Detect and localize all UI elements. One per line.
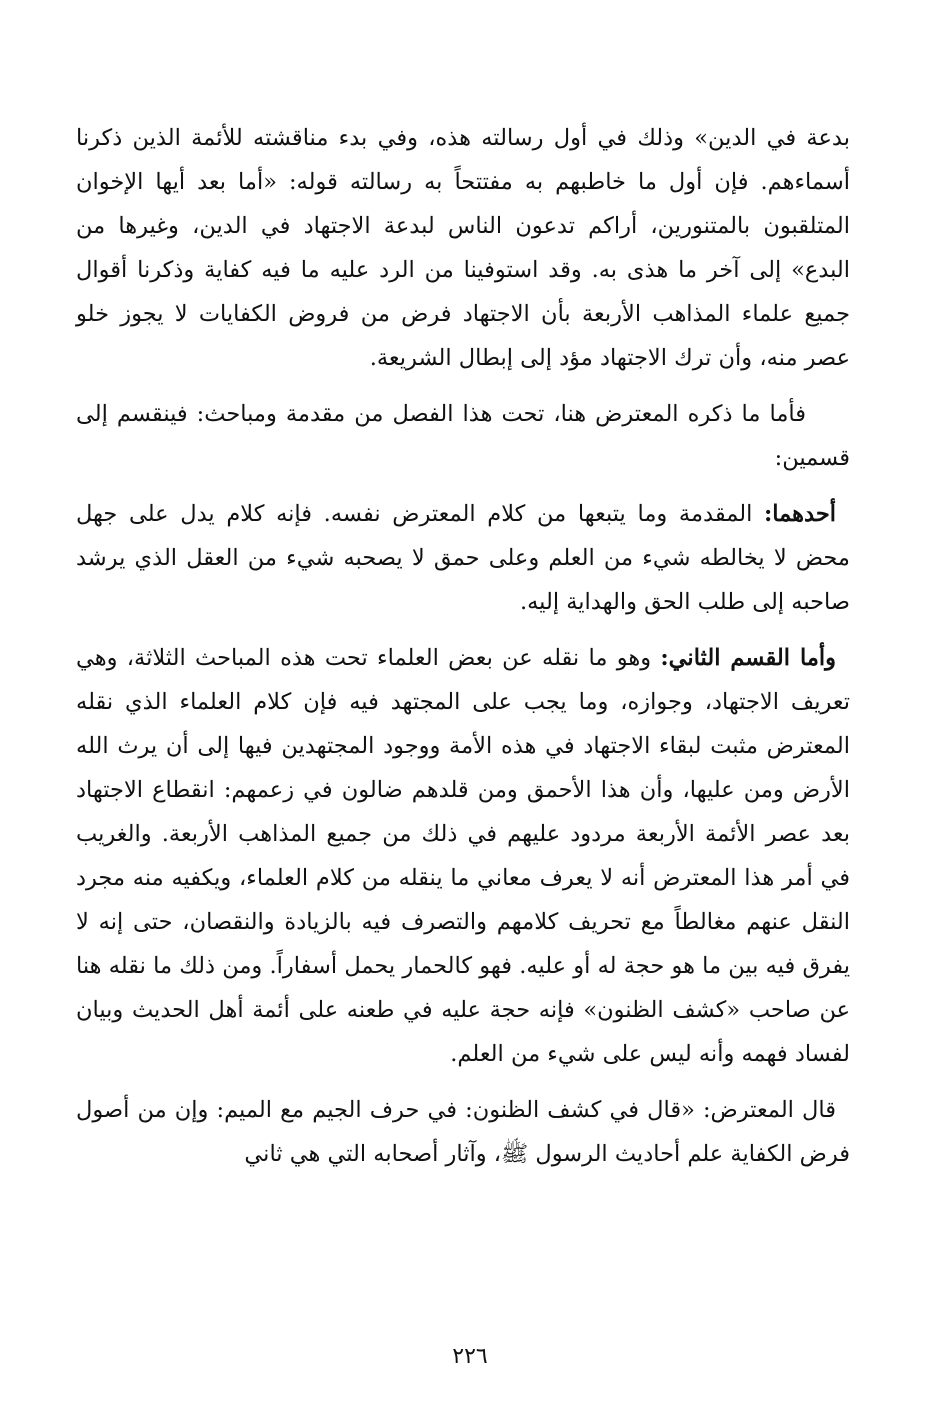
paragraph-3 bbox=[76, 492, 850, 624]
paragraph-3-text: المقدمة وما يتبعها من كلام المعترض نفسه. فإنه كلام يدل على جهل محض لا يخالطه شيء من العلم وعلى حمق لا يصحبه شيء من العقل الذي يرشد صاحبه إلى طلب الحق والهداية إليه. bbox=[76, 501, 850, 615]
paragraph-1-text: بدعة في الدين» وذلك في أول رسالته هذه، وفي بدء مناقشته للأئمة الذين ذكرنا أسماءهم. فإن أول ما خاطبهم به مفتتحاً به رسالته قوله: «أما بعد أيها الإخوان المتلقبون بالمتنورين، أراكم تدعون الناس لبدعة الاجتهاد في الدين، وغيرها من البدع» إلى آخر ما هذى به. وقد استوفينا من الرد عليه ما فيه كفاية وذكرنا أقوال جميع علماء المذاهب الأربعة بأن الاجتهاد فرض من فروض الكفايات لا يجوز خلو عصر منه، وأن ترك الاجتهاد مؤد إلى إبطال الشريعة. bbox=[76, 125, 850, 371]
paragraph-4-lead: وأما القسم الثاني: bbox=[660, 645, 836, 671]
paragraph-5 bbox=[76, 1088, 850, 1176]
paragraph-5-text: قال المعترض: «قال في كشف الظنون: في حرف الجيم مع الميم: وإن من أصول فرض الكفاية علم أحاديث الرسول ﷺ، وآثار أصحابه التي هي ثاني bbox=[76, 1097, 850, 1167]
paragraph-3-lead: أحدهما: bbox=[763, 501, 836, 527]
paragraph-4-text: وهو ما نقله عن بعض العلماء تحت هذه المباحث الثلاثة، وهي تعريف الاجتهاد، وجوازه، وما يجب على المجتهد فيه فإن كلام العلماء الذي نقله المعترض مثبت لبقاء الاجتهاد في هذه الأمة ووجود المجتهدين فيها إلى أن يرث الله الأرض ومن عليها، وأن هذا الأحمق ومن قلدهم ضالون في زعمهم: انقطاع الاجتهاد بعد عصر الأئمة الأربعة مردود عليهم في ذلك من جميع المذاهب الأربعة. والغريب في أمر هذا المعترض أنه لا يعرف معاني ما ينقله من كلام العلماء، ويكفيه منه مجرد النقل عنهم مغالطاً مع تحريف كلامهم والتصرف فيه بالزيادة والنقصان، حتى إنه لا يفرق فيه بين ما هو حجة له أو عليه. فهو كالحمار يحمل أسفاراً. ومن ذلك ما نقله هنا عن صاحب «كشف الظنون» فإنه حجة عليه في طعنه على أئمة أهل الحديث وبيان لفساد فهمه وأنه ليس على شيء من العلم. bbox=[76, 645, 850, 1067]
body-text bbox=[76, 116, 850, 1176]
paragraph-1 bbox=[76, 116, 850, 380]
paragraph-2-text: فأما ما ذكره المعترض هنا، تحت هذا الفصل من مقدمة ومباحث: فينقسم إلى قسمين: bbox=[76, 401, 850, 471]
page-number: ٢٢٦ bbox=[452, 1344, 488, 1369]
paragraph-4 bbox=[76, 636, 850, 1076]
paragraph-2 bbox=[76, 392, 850, 480]
